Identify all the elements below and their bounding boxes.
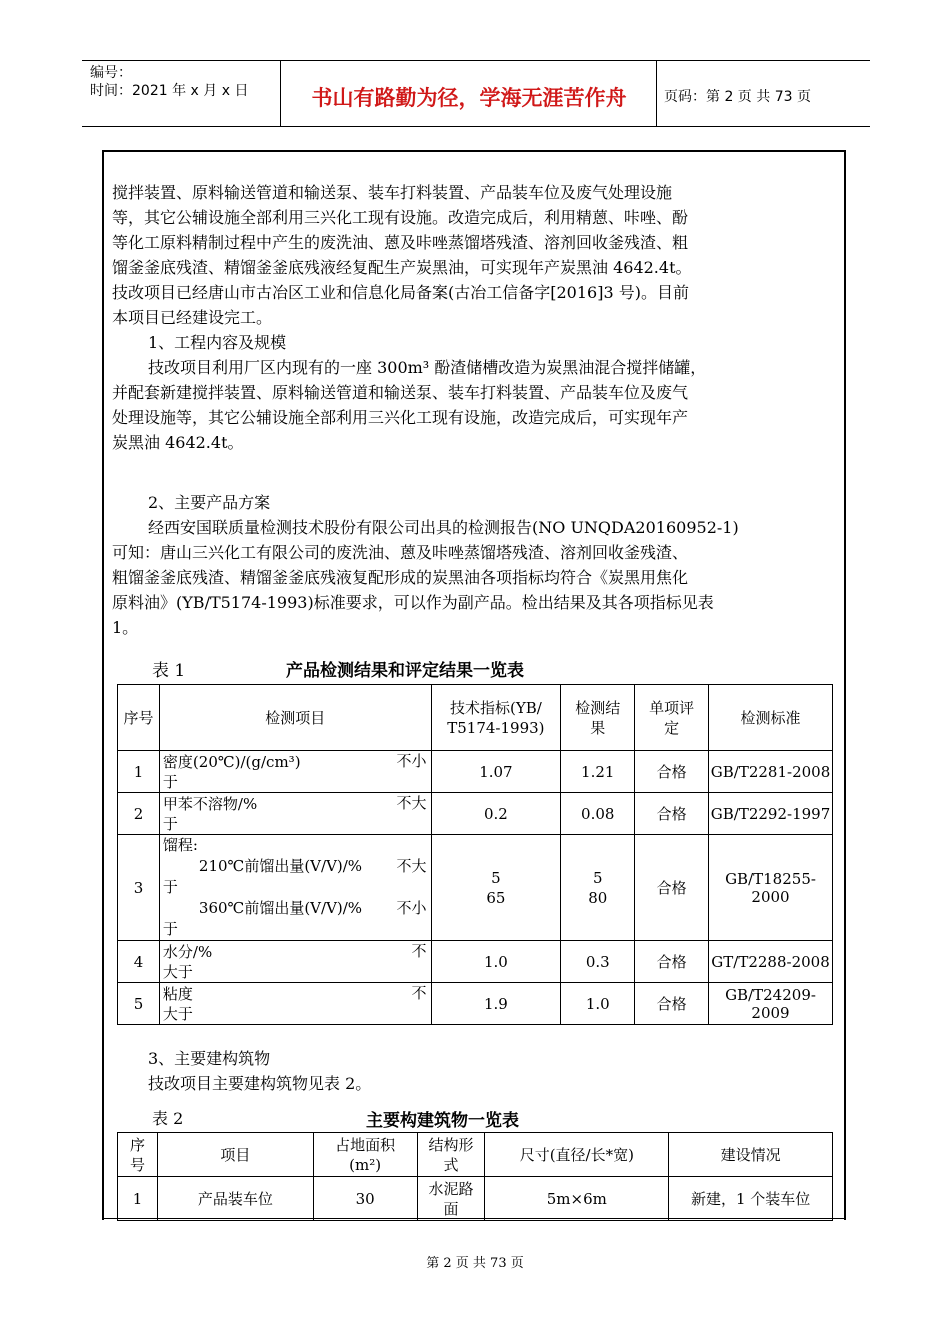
cell-item: 产品装车位 [157,1177,313,1221]
cell-result: 5 80 [561,835,635,941]
cell-size: 5m×6m [485,1177,669,1221]
table-row [118,983,833,1025]
section-line: 原料油》(YB/T5174-1993)标准要求，可以作为副产品。检出结果及其各项指标见表 [112,593,714,612]
th-structure: 结构形 式 [417,1133,485,1177]
section-2 [112,490,842,640]
th-size: 尺寸(直径/长*宽) [485,1133,669,1177]
th-no: 序号 [118,685,160,751]
section-line: 粗馏釜釜底残渣、精馏釜釜底残液复配形成的炭黑油各项指标均符合《炭黑用焦化 [112,568,689,587]
section-line: 1。 [112,618,139,637]
table1-title: 产品检测结果和评定结果一览表 [286,661,524,681]
table-row [118,793,833,835]
cell-item: 密度(20℃)/(g/cm³) 不小 于 [159,751,431,793]
table1-label: 表 1 [152,661,186,681]
section-heading: 1、工程内容及规模 [148,333,287,352]
cell-result: 0.08 [561,793,635,835]
header-number-label: 编号： [90,65,132,81]
intro-line: 搅拌装置、原料输送管道和输送泵、装车打料装置、产品装车位及废气处理设施 [112,183,673,202]
cell-spec: 5 65 [431,835,561,941]
cell-item: 馏程: 210℃前馏出量(V/V)/% 不大 于 360℃前馏出量(V/V)/% 不小 于 [159,835,431,941]
cell-item: 粘度 不 大于 [159,983,431,1025]
th-item: 检测项目 [159,685,431,751]
cell-no: 1 [118,1177,158,1221]
table-row [118,1177,833,1221]
section-heading: 2、主要产品方案 [148,493,271,512]
cell-no: 1 [118,751,160,793]
page-footer: 第 2 页 共 73 页 [426,1256,524,1271]
cell-judge: 合格 [635,793,709,835]
cell-standard: GB/T2281-2008 [709,751,833,793]
cell-standard: GB/T24209-2009 [709,983,833,1025]
cell-no: 5 [118,983,160,1025]
page-header [82,60,870,126]
cell-status: 新建，1 个装车位 [669,1177,833,1221]
th-status: 建设情况 [669,1133,833,1177]
table1 [117,684,833,1025]
th-standard: 检测标准 [709,685,833,751]
cell-result: 1.0 [561,983,635,1025]
th-area: 占地面积 (m²) [313,1133,417,1177]
table-row [118,941,833,983]
cell-spec: 1.9 [431,983,561,1025]
table2 [117,1132,833,1221]
th-item: 项目 [157,1133,313,1177]
intro-line: 本项目已经建设完工。 [112,308,273,327]
cell-spec: 1.0 [431,941,561,983]
section-1 [112,330,842,455]
cell-no: 3 [118,835,160,941]
intro-line: 等，其它公辅设施全部利用三兴化工现有设施。改造完成后，利用精蒽、咔唑、酚 [112,208,689,227]
header-motto: 书山有路勤为径，学海无涯苦作舟 [311,86,627,110]
th-spec: 技术指标(YB/ T5174-1993) [431,685,561,751]
table-header-row [118,685,833,751]
cell-structure: 水泥路 面 [417,1177,485,1221]
cell-result: 0.3 [561,941,635,983]
cell-judge: 合格 [635,983,709,1025]
cell-no: 4 [118,941,160,983]
header-divider-left [280,60,281,126]
section-line: 可知：唐山三兴化工有限公司的废洗油、蒽及咔唑蒸馏塔残渣、溶剂回收釜残渣、 [112,543,689,562]
table-row [118,835,833,941]
section-line: 技改项目主要建构筑物见表 2。 [148,1074,372,1093]
header-date-label: 时间：2021 年 x 月 x 日 [90,83,249,99]
cell-item: 甲苯不溶物/% 不大 于 [159,793,431,835]
section-line: 炭黑油 4642.4t。 [112,433,244,452]
section-line: 经西安国联质量检测技术股份有限公司出具的检测报告(NO UNQDA20160952-1) [148,518,739,537]
intro-line: 馏釜釜底残渣、精馏釜釜底残液经复配生产炭黑油，可实现年产炭黑油 4642.4t。 [112,258,692,277]
cell-item: 水分/% 不 大于 [159,941,431,983]
header-left [90,64,248,100]
intro-paragraph [112,180,842,330]
section-line: 处理设施等，其它公辅设施全部利用三兴化工现有设施，改造完成后，可实现年产 [112,408,689,427]
table2-label: 表 2 [152,1109,184,1128]
intro-line: 技改项目已经唐山市古冶区工业和信息化局备案(古冶工信备字[2016]3 号)。目前 [112,283,689,302]
table2-title: 主要构建筑物一览表 [366,1111,519,1131]
cell-standard: GB/T18255-2000 [709,835,833,941]
section-3 [112,1046,842,1096]
section-line: 并配套新建搅拌装置、原料输送管道和输送泵、装车打料装置、产品装车位及废气 [112,383,689,402]
cell-spec: 0.2 [431,793,561,835]
cell-standard: GB/T2292-1997 [709,793,833,835]
cell-judge: 合格 [635,941,709,983]
th-result: 检测结 果 [561,685,635,751]
cell-no: 2 [118,793,160,835]
table-row [118,751,833,793]
cell-standard: GT/T2288-2008 [709,941,833,983]
table-header-row [118,1133,833,1177]
intro-line: 等化工原料精制过程中产生的废洗油、蒽及咔唑蒸馏塔残渣、溶剂回收釜残渣、粗 [112,233,689,252]
th-no: 序 号 [118,1133,158,1177]
section-heading: 3、主要建构筑物 [148,1049,271,1068]
header-top-rule [82,60,870,61]
header-bottom-rule [82,126,870,127]
section-line: 技改项目利用厂区内现有的一座 300m³ 酚渣储槽改造为炭黑油混合搅拌储罐， [148,358,707,377]
cell-judge: 合格 [635,751,709,793]
header-divider-right [656,60,657,126]
th-judge: 单项评 定 [635,685,709,751]
cell-spec: 1.07 [431,751,561,793]
cell-area: 30 [313,1177,417,1221]
cell-result: 1.21 [561,751,635,793]
cell-judge: 合格 [635,835,709,941]
header-page-info: 页码：第 2 页 共 73 页 [664,89,811,105]
